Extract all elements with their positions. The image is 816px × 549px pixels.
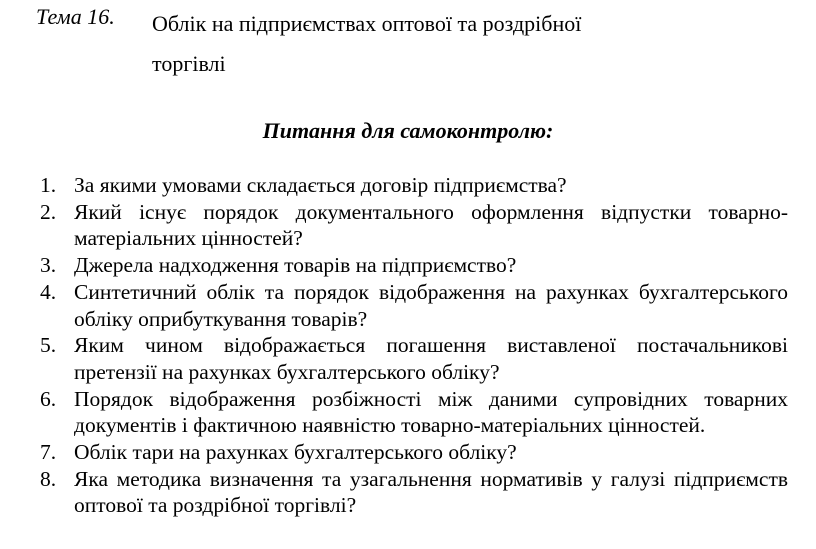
- question-number: 3.: [40, 253, 57, 278]
- question-item: [40, 252, 788, 279]
- question-number: 6.: [40, 386, 57, 411]
- question-number: 1.: [40, 173, 57, 197]
- question-text: Який існує порядок документального оформлення відпустки товарно-матеріальних цінностей?: [74, 199, 788, 251]
- question-item: [40, 172, 788, 199]
- section-heading: Питання для самоконтролю:: [262, 118, 554, 143]
- topic-title-line-1: Облік на підприємствах оптової та роздрібної: [152, 11, 582, 36]
- question-item: [40, 386, 788, 439]
- question-item: [40, 466, 788, 519]
- question-number: 2.: [40, 199, 57, 224]
- question-text: Яким чином відображається погашення виставленої постачальникові претензії на рахунках бухгалтерського обліку?: [74, 333, 788, 384]
- question-number: 8.: [40, 466, 57, 491]
- question-item: [40, 279, 788, 332]
- question-text: Яка методика визначення та узагальнення нормативів у галузі підприємств оптової та роздрібної торгівлі?: [74, 466, 788, 518]
- question-number: 4.: [40, 279, 57, 304]
- question-text: За якими умовами складається договір підприємства?: [74, 173, 567, 197]
- question-text: Джерела надходження товарів на підприємство?: [74, 253, 517, 278]
- topic-label: Тема 16.: [36, 4, 115, 29]
- question-number: 5.: [40, 333, 57, 358]
- question-text: Облік тари на рахунках бухгалтерського обліку?: [74, 440, 517, 465]
- question-text: Порядок відображення розбіжності між даними супровідних товарних документів і фактичною наявністю товарно-матеріальних цінностей.: [74, 386, 788, 438]
- question-item: [40, 332, 788, 385]
- question-item: [40, 439, 788, 466]
- question-item: [40, 199, 788, 252]
- topic-title-line-2: торгівлі: [152, 51, 226, 76]
- question-text: Синтетичний облік та порядок відображення на рахунках бухгалтерського обліку оприбуткування товарів?: [74, 279, 788, 331]
- topic-title: [152, 4, 652, 84]
- question-number: 7.: [40, 440, 57, 465]
- question-list: [40, 172, 788, 519]
